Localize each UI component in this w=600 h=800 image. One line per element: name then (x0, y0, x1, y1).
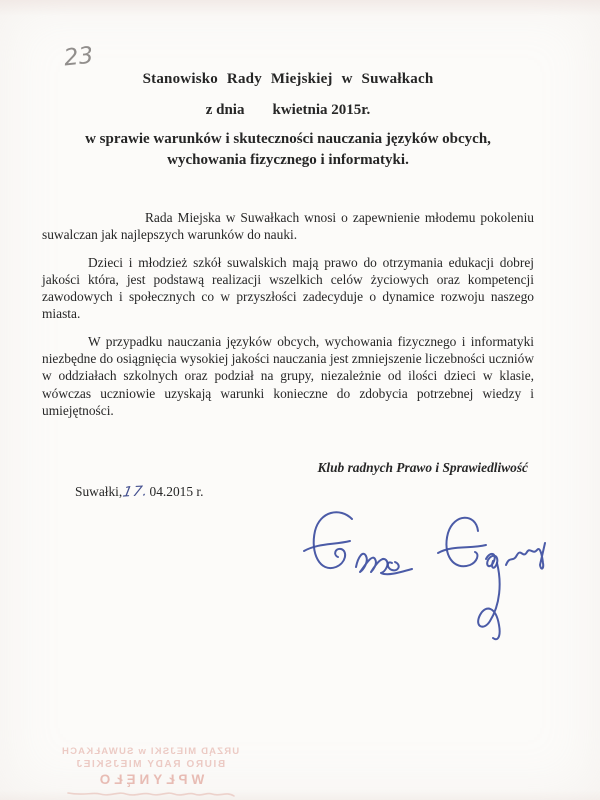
handwritten-signature (300, 505, 560, 645)
document-title: Stanowisko Rady Miejskiej w Suwałkach (142, 71, 434, 87)
club-signature-line: Klub radnych Prawo i Sprawiedliwość (317, 460, 528, 475)
stamp-bleedthrough (54, 746, 246, 800)
date-prefix: z dnia (205, 102, 245, 118)
stamp-office-line: URZĄD MIEJSKI w SUWAŁKACH (60, 746, 240, 757)
handwritten-day: 17. (121, 483, 151, 501)
place-city: Suwałki, (75, 484, 123, 499)
place-date-line (75, 484, 203, 500)
document-date-line (42, 102, 534, 119)
stamp-handwritten-date-squiggle (60, 788, 240, 800)
date-suffix: kwietnia 2015r. (272, 102, 371, 118)
handwritten-page-number: 23 (62, 42, 95, 72)
body-paragraph-3: W przypadku nauczania języków obcych, wychowania fizycznego i informatyki niezbędne do osiągnięcia wysokiej jakości nauczania jest zmniejszenie liczebności uczniów w oddziałach szkolnych oraz podział na grupy, niezależnie od ilości dzieci w klasie, wówczas uczniowie uzyskają warunki konieczne do zdobycia potrzebnej wiedzy i umiejętności. (42, 333, 534, 418)
document-subject (42, 129, 534, 170)
stamp-received-line: WPŁYNĘŁO (95, 772, 205, 787)
body-paragraph-1: Rada Miejska w Suwałkach wnosi o zapewnienie młodemu pokoleniu suwalczan jak najlepszych warunków do nauki. (42, 210, 534, 243)
subject-line-2: wychowania fizycznego i informatyki. (167, 151, 409, 168)
stamp-bureau-line: BIURO RADY MIEJSKIEJ (74, 759, 226, 770)
place-date-rest: 04.2015 r. (149, 484, 204, 499)
subject-line-1: w sprawie warunków i skuteczności nauczania języków obcych, (85, 131, 491, 147)
body-paragraph-2: Dzieci i młodzież szkół suwalskich mają prawo do otrzymania edukacji dobrej jakości która, jest podstawą realizacji wszelkich celów życiowych oraz kompetencji zawodowych i społecznych co w przyszłości zadecyduje o dynamice rozwoju naszego miasta. (42, 254, 534, 322)
document-body (42, 209, 534, 429)
